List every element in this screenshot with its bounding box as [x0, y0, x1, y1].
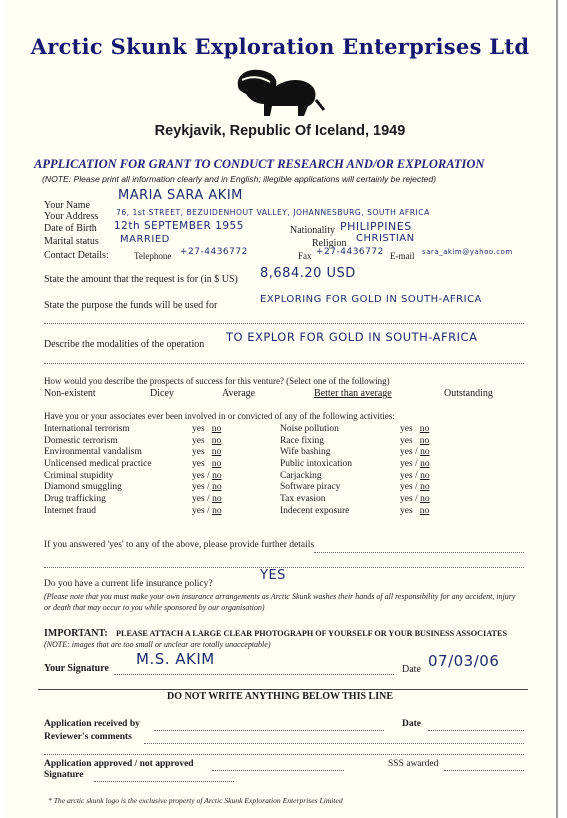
email-value[interactable]: sara_akim@yahoo.com: [422, 248, 513, 256]
date-label: Date: [402, 664, 421, 675]
approved-label: Application approved / not approved: [44, 759, 194, 769]
yes-option[interactable]: yes: [400, 494, 413, 505]
no-option-selected[interactable]: no: [212, 482, 222, 493]
comments-label: Reviewer's comments: [44, 732, 132, 742]
email-label: E-mail: [390, 251, 415, 261]
modalities-continuation-line: [44, 362, 524, 364]
no-option-selected[interactable]: no: [419, 435, 430, 446]
fax-label: Fax: [298, 251, 312, 261]
yes-option[interactable]: yes: [192, 494, 205, 505]
activity-item: Environmental vandalism: [44, 447, 142, 458]
company-name: Arctic Skunk Exploration Enterprises Ltd: [30, 34, 530, 59]
application-form-page: [4, 0, 558, 818]
activities-right-answers: yes no yes no yes / no yes / no yes / no yes / no yes / no yes no: [400, 424, 430, 516]
date-value[interactable]: 07/03/06: [428, 652, 500, 670]
office-date-label: Date: [402, 719, 421, 729]
name-label: Your Name: [44, 200, 90, 211]
yes-option[interactable]: yes: [192, 459, 205, 470]
prospects-question: How would you describe the prospects of success for this venture? (Select one of the following): [44, 376, 390, 386]
no-option-selected[interactable]: no: [420, 494, 430, 505]
yes-option[interactable]: yes: [192, 470, 205, 481]
followup-line[interactable]: [314, 551, 524, 553]
no-option-selected[interactable]: no: [212, 470, 222, 481]
activity-item: Noise pollution: [280, 424, 339, 434]
comments-field[interactable]: [44, 753, 524, 755]
yes-option[interactable]: yes: [192, 424, 205, 434]
signature-line: [114, 673, 394, 675]
prospect-option-outstanding[interactable]: Outstanding: [444, 388, 493, 399]
activity-item: Indecent exposure: [280, 505, 350, 516]
prospect-option-non-existent[interactable]: Non-existent: [44, 388, 96, 399]
no-option-selected[interactable]: no: [212, 505, 222, 516]
amount-value[interactable]: 8,684.20 USD: [260, 266, 356, 281]
signature-label: Your Signature: [44, 663, 109, 674]
comments-field[interactable]: [144, 742, 524, 744]
awarded-label: SSS awarded: [388, 759, 439, 769]
activity-item: Race fixing: [280, 435, 325, 446]
skunk-logo-icon: [232, 64, 328, 118]
activity-item: Domestic terrorism: [44, 435, 118, 446]
amount-label: State the amount that the request is for (in $ US): [44, 274, 238, 285]
yes-option[interactable]: yes: [400, 424, 413, 434]
dob-value[interactable]: 12th SEPTEMBER 1955: [114, 220, 244, 232]
address-label: Your Address: [44, 211, 99, 222]
yes-option[interactable]: yes: [400, 447, 413, 458]
address-value[interactable]: 76, 1st STREET, BEZUIDENHOUT VALLEY, JOHANNESBURG, SOUTH AFRICA: [116, 208, 430, 217]
modalities-value[interactable]: TO EXPLOR FOR GOLD IN SOUTH-AFRICA: [226, 330, 478, 344]
insurance-note: (Please note that you must make your own insurance arrangements as Arctic Skunk washes their hands of all responsibility for any accident, injury or death that may occur to you while sponsored by our organisation): [44, 592, 516, 612]
telephone-label: Telephone: [134, 251, 172, 261]
important-label: IMPORTANT:: [44, 628, 108, 639]
no-option-selected[interactable]: no: [211, 435, 222, 446]
name-value[interactable]: MARIA SARA AKIM: [118, 188, 243, 203]
awarded-field[interactable]: [444, 769, 524, 771]
yes-option[interactable]: yes: [192, 447, 205, 458]
activity-item: Diamond smuggling: [44, 482, 122, 493]
purpose-continuation-line: [44, 322, 524, 324]
dob-label: Date of Birth: [44, 223, 97, 234]
marital-label: Marital status: [44, 236, 99, 247]
office-date-field[interactable]: [428, 729, 524, 731]
nationality-value[interactable]: PHILIPPINES: [340, 220, 412, 233]
prospect-option-average[interactable]: Average: [222, 388, 256, 399]
yes-option[interactable]: yes: [192, 435, 205, 446]
no-option-selected[interactable]: no: [420, 482, 430, 493]
no-option-selected[interactable]: no: [420, 470, 430, 481]
divider-line: [38, 689, 528, 690]
prospect-option-better-than-average[interactable]: Better than average: [314, 388, 392, 399]
received-field[interactable]: [154, 729, 384, 731]
activities-left-answers: yes no yes no yes no yes no yes / no yes / no yes / no yes / no: [192, 424, 222, 516]
received-label: Application received by: [44, 719, 140, 729]
insurance-question: Do you have a current life insurance policy?: [44, 579, 213, 589]
no-option-selected[interactable]: no: [211, 424, 222, 434]
yes-option[interactable]: yes: [192, 505, 205, 516]
purpose-label: State the purpose the funds will be used for: [44, 300, 218, 311]
activity-item: Drug trafficking: [44, 494, 106, 505]
office-signature-label: Signature: [44, 770, 84, 780]
activity-item: Public intoxication: [280, 459, 353, 470]
religion-label: Religion: [312, 238, 347, 249]
no-option-selected[interactable]: no: [420, 459, 430, 470]
activity-item: Wife bashing: [280, 447, 331, 458]
activity-item: International terrorism: [44, 424, 130, 434]
activities-right-column: [280, 424, 480, 518]
prospect-option-dicey[interactable]: Dicey: [150, 388, 174, 399]
activity-item: Carjacking: [280, 470, 322, 481]
form-note: (NOTE: Please print all information clearly and in English; illegible applications will certainly be rejected): [42, 174, 437, 184]
office-signature-field[interactable]: [94, 780, 234, 782]
marital-value[interactable]: MARRIED: [120, 234, 170, 245]
important-note: (NOTE: images that are too small or unclear are totally unacceptable): [44, 640, 271, 649]
no-option-selected[interactable]: no: [211, 459, 222, 470]
no-option-selected[interactable]: no: [211, 447, 222, 458]
yes-option[interactable]: yes: [400, 505, 413, 516]
religion-value[interactable]: CHRISTIAN: [356, 233, 415, 244]
no-option-selected[interactable]: no: [419, 505, 430, 516]
form-title: APPLICATION FOR GRANT TO CONDUCT RESEARCH AND/OR EXPLORATION: [34, 157, 485, 171]
yes-option[interactable]: yes: [400, 482, 413, 493]
modalities-label: Describe the modalities of the operation: [44, 339, 205, 350]
activity-item: Criminal stupidity: [44, 470, 114, 481]
telephone-value[interactable]: +27-4436772: [180, 247, 248, 257]
location-subtitle: Reykjavik, Republic Of Iceland, 1949: [154, 123, 406, 139]
yes-option[interactable]: yes: [192, 482, 205, 493]
activity-item: Software piracy: [280, 482, 341, 493]
fax-value[interactable]: +27-4436772: [316, 247, 384, 257]
footer-text: * The arctic skunk logo is the exclusive property of Arctic Skunk Exploration Enterprises Limited: [48, 796, 343, 805]
activities-question: Have you or your associates ever been involved in or convicted of any of the following activities:: [44, 411, 395, 421]
yes-option[interactable]: yes: [400, 435, 413, 446]
activity-item: Unlicensed medical practice: [44, 459, 152, 470]
yes-option[interactable]: yes: [400, 459, 413, 470]
purpose-value[interactable]: EXPLORING FOR GOLD IN SOUTH-AFRICA: [260, 294, 482, 305]
nationality-label: Nationality: [290, 225, 335, 236]
activity-item: Internet fraud: [44, 505, 96, 516]
contact-label: Contact Details:: [44, 250, 109, 261]
insurance-answer[interactable]: YES: [260, 568, 286, 583]
no-option-selected[interactable]: no: [212, 494, 222, 505]
activity-item: Tax evasion: [280, 494, 326, 505]
yes-option[interactable]: yes: [400, 470, 413, 481]
important-text: PLEASE ATTACH A LARGE CLEAR PHOTOGRAPH OF YOURSELF OR YOUR BUSINESS ASSOCIATES: [116, 629, 508, 638]
followup-question: If you answered 'yes' to any of the above, please provide further details: [44, 540, 315, 550]
no-option-selected[interactable]: no: [420, 447, 430, 458]
office-banner: DO NOT WRITE ANYTHING BELOW THIS LINE: [167, 691, 393, 702]
no-option-selected[interactable]: no: [419, 424, 430, 434]
signature-value[interactable]: M.S. AKIM: [136, 650, 215, 668]
approved-field[interactable]: [212, 769, 344, 771]
